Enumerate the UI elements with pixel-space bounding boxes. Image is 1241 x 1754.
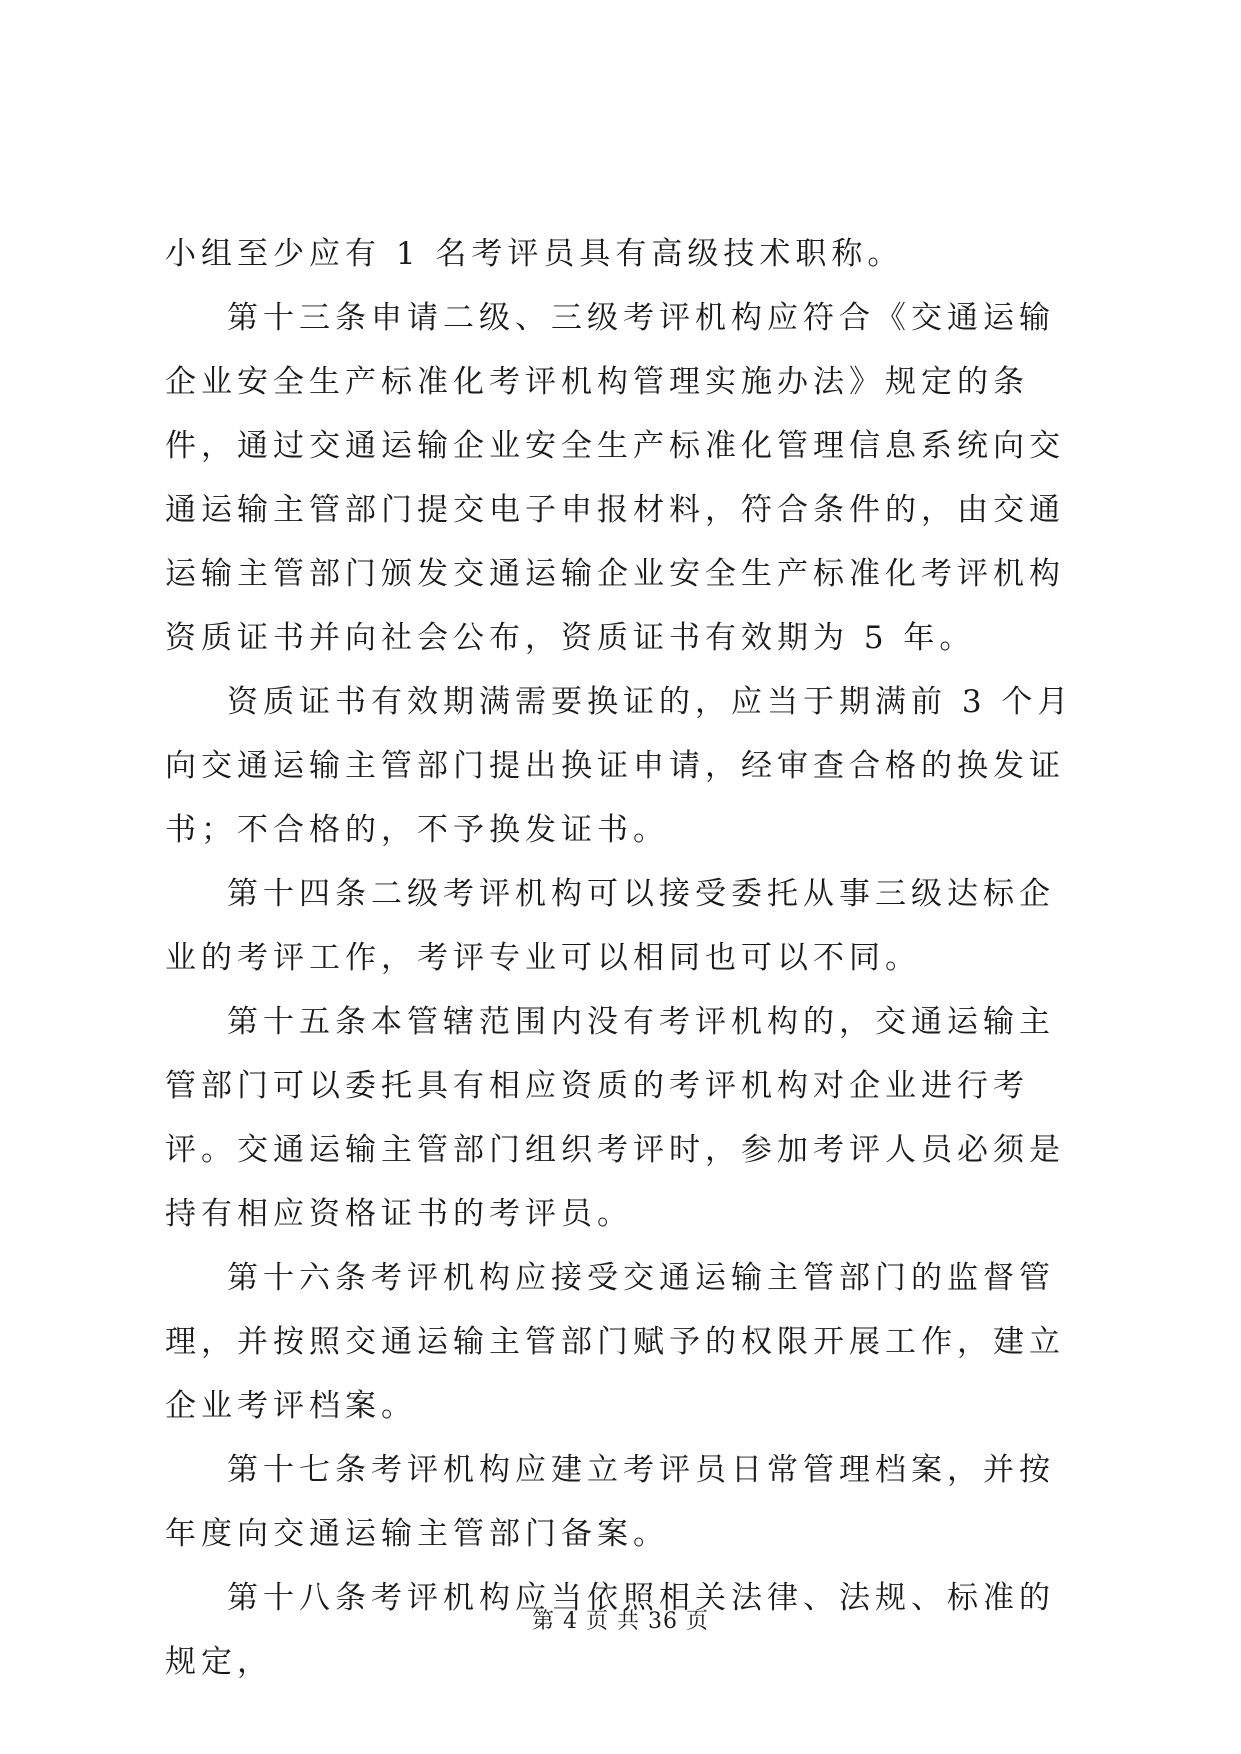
- paragraph-article-14: 第十四条二级考评机构可以接受委托从事三级达标企业的考评工作，考评专业可以相同也可以不同。: [165, 876, 1055, 976]
- paragraph-article-18: 第十八条考评机构应当依照相关法律、法规、标准的规定，: [165, 1580, 1055, 1680]
- paragraph-article-16: 第十六条考评机构应接受交通运输主管部门的监督管理，并按照交通运输主管部门赋予的权限开展工作，建立企业考评档案。: [165, 1260, 1065, 1424]
- paragraph-continuation: 小组至少应有 1 名考评员具有高级技术职称。: [165, 236, 904, 272]
- paragraph-article-13: 第十三条申请二级、三级考评机构应符合《交通运输企业安全生产标准化考评机构管理实施办法》规定的条件，通过交通运输企业安全生产标准化管理信息系统向交通运输主管部门提交电子申报材料，符合条件的，由交通运输主管部门颁发交通运输企业安全生产标准化考评机构资质证书并向社会公布，资质证书有效期为 5 年。: [165, 300, 1065, 656]
- document-body: [165, 222, 1085, 1694]
- page-number-footer: 第 4 页 共 36 页: [532, 1609, 709, 1634]
- paragraph-article-15: 第十五条本管辖范围内没有考评机构的，交通运输主管部门可以委托具有相应资质的考评机构对企业进行考评。交通运输主管部门组织考评时，参加考评人员必须是持有相应资格证书的考评员。: [165, 1004, 1065, 1232]
- paragraph-certificate-renewal: 资质证书有效期满需要换证的，应当于期满前 3 个月向交通运输主管部门提出换证申请，经审查合格的换发证书；不合格的，不予换发证书。: [165, 684, 1074, 848]
- paragraph-article-17: 第十七条考评机构应建立考评员日常管理档案，并按年度向交通运输主管部门备案。: [165, 1452, 1055, 1552]
